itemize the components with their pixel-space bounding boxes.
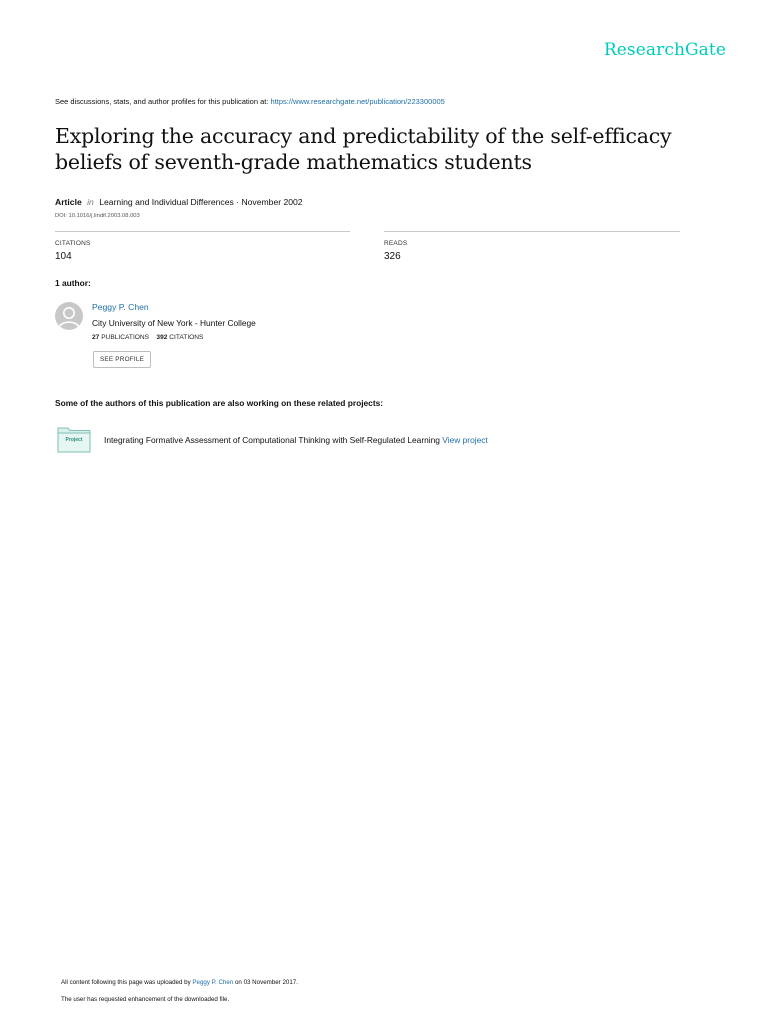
publication-url-link[interactable]: https://www.researchgate.net/publication/223300005 bbox=[270, 97, 445, 106]
divider-citations bbox=[55, 231, 350, 232]
author-avatar[interactable] bbox=[55, 302, 83, 330]
projects-heading: Some of the authors of this publication are also working on these related projects: bbox=[55, 398, 384, 408]
author-citations-label: CITATIONS bbox=[169, 334, 204, 341]
authors-heading: 1 author: bbox=[55, 278, 91, 288]
upload-suffix: on 03 November 2017. bbox=[234, 979, 298, 986]
reads-value: 326 bbox=[384, 251, 401, 262]
in-label: in bbox=[87, 197, 94, 207]
author-counts bbox=[92, 334, 203, 341]
view-project-link[interactable]: View project bbox=[442, 435, 488, 445]
upload-prefix: All content following this page was uploaded by bbox=[61, 979, 191, 986]
publications-label: PUBLICATIONS bbox=[101, 334, 150, 341]
discussion-note bbox=[55, 97, 445, 106]
citations-label: CITATIONS bbox=[55, 240, 91, 247]
project-folder-icon[interactable] bbox=[57, 425, 91, 453]
article-title: Exploring the accuracy and predictability of the self-efficacy beliefs of seventh-grade mathematics students bbox=[55, 124, 672, 174]
project-line bbox=[104, 435, 488, 445]
author-name-link[interactable]: Peggy P. Chen bbox=[92, 302, 149, 312]
article-meta bbox=[55, 197, 303, 207]
divider-reads bbox=[384, 231, 680, 232]
citations-value: 104 bbox=[55, 251, 72, 262]
publications-count: 27 bbox=[92, 334, 100, 341]
project-title: Integrating Formative Assessment of Computational Thinking with Self-Regulated Learning bbox=[104, 435, 440, 445]
author-citations-count: 392 bbox=[156, 334, 168, 341]
uploader-link[interactable]: Peggy P. Chen bbox=[192, 979, 234, 986]
researchgate-logo[interactable]: ResearchGate bbox=[603, 40, 726, 60]
reads-label: READS bbox=[384, 240, 408, 247]
author-affiliation: City University of New York - Hunter College bbox=[92, 318, 256, 328]
journal-date: Learning and Individual Differences · November 2002 bbox=[99, 197, 303, 207]
enhancement-note: The user has requested enhancement of the downloaded file. bbox=[61, 996, 230, 1003]
project-icon-label: Project bbox=[65, 437, 83, 443]
see-profile-button[interactable]: SEE PROFILE bbox=[93, 351, 151, 368]
doi-text: DOI: 10.1016/j.lindif.2003.08.003 bbox=[55, 213, 140, 219]
person-icon bbox=[55, 302, 83, 330]
article-type: Article bbox=[55, 197, 82, 207]
upload-note bbox=[61, 979, 298, 986]
discussion-text: See discussions, stats, and author profiles for this publication at: bbox=[55, 97, 269, 106]
